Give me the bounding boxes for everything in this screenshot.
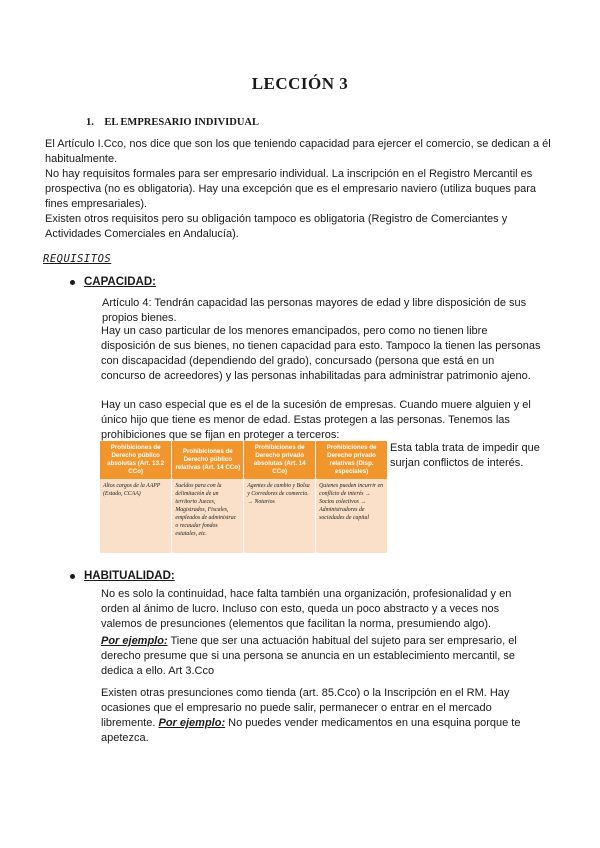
- table-row: [100, 479, 388, 553]
- habitualidad-paragraph-2: [101, 634, 541, 679]
- table-cell: Altos cargos de la AAPP (Estado, CCAA): [100, 479, 172, 553]
- habitualidad-paragraph-1: No es solo la continuidad, hace falta también una organización, profesionalidad y en orden al ánimo de lucro. Incluso con esto, queda un poco abstracto y a veces nos valemos de presunciones (elementos que facilitan la norma, presumiendo algo).: [101, 588, 512, 630]
- requisitos-heading: REQUISITOS: [43, 253, 112, 265]
- page-title: LECCIÓN 3: [251, 74, 349, 93]
- example-text: No puedes vender medicamentos en una esquina porque te apetezca.: [101, 717, 521, 744]
- example-label: Por ejemplo:: [101, 635, 168, 647]
- intro-paragraph-2: No hay requisitos formales para ser empresario individual. La inscripción en el Registro Mercantil es prospectiva (no es obligatoria). Hay una excepción que es el empresario naviero (utiliza buques para fines empresariales).: [45, 168, 536, 210]
- habitualidad-heading: HABITUALIDAD:: [84, 570, 175, 582]
- intro-paragraph-3: Existen otros requisitos pero su obligación tampoco es obligatoria (Registro de Comerciantes y Actividades Comerciales en Andalucía).: [45, 213, 508, 240]
- table-header: Prohibiciones de Derecho público absolutas (Art. 13.2 CCo): [100, 441, 172, 479]
- table-cell: Sueldos para con la delimitación de un territorio Jueces, Magistrados, Fiscales, empleados de administrac o recaudar fondos estatales, etc.: [172, 479, 244, 553]
- prohibitions-table: [100, 441, 388, 553]
- table-header: Prohibiciones de Derecho privado relativas (Disp. especiales): [316, 441, 388, 479]
- table-header: Prohibiciones de Derecho privado absolutas (Art. 14 CCo): [244, 441, 316, 479]
- example-text: Tiene que ser una actuación habitual del sujeto para ser empresario, el derecho presume que si una persona se anuncia en un establecimiento mercantil, se dedica a ello. Art 3.Cco: [101, 635, 517, 677]
- capacidad-paragraph-2: Hay un caso particular de los menores emancipados, pero como no tienen libre disposición de sus bienes, no tienen capacidad para esto. Tampoco la tienen las personas con discapacidad (dependiendo del grado), concursado (persona que está en un concurso de acreedores) y las personas inhabilitadas para administrar patrimonio ajeno.: [101, 325, 541, 382]
- capacidad-heading: CAPACIDAD:: [84, 276, 156, 288]
- intro-paragraph-1: El Artículo I.Cco, nos dice que son los que teniendo capacidad para ejercer el comercio, se dedican a él habitualmente.: [45, 138, 551, 165]
- habitualidad-paragraph-3: [101, 686, 541, 746]
- intro-text: [45, 137, 555, 242]
- table-cell: Agentes de cambio y Bolsa y Corredores de comercio. → Notarios: [244, 479, 316, 553]
- example-label: Por ejemplo:: [158, 717, 226, 729]
- table-header-row: [100, 441, 388, 479]
- presunciones-text: Existen otras presunciones como tienda (art. 85.Cco) o la Inscripción en el RM. Hay ocasiones que el empresario no puede salir, permanecer o entrar en el mercado libremente.: [101, 687, 510, 729]
- capacidad-paragraph-3: Hay un caso especial que es el de la sucesión de empresas. Cuando muere alguien y el único hijo que tiene es menor de edad. Estas protegen a las personas. Tenemos las prohibiciones que se fijan en proteger a terceros:: [101, 399, 531, 441]
- table-note: Esta tabla trata de impedir que surjan conflictos de interés.: [390, 442, 540, 469]
- section-heading: 1. EL EMPRESARIO INDIVIDUAL: [86, 117, 259, 128]
- capacidad-paragraph-1: Artículo 4: Tendrán capacidad las personas mayores de edad y libre disposición de sus propios bienes.: [102, 297, 527, 324]
- table-cell: Quienes pueden incurrir en conflicto de interés → Socios colectivos → Administradores de sociedades de capital: [316, 479, 388, 553]
- table-header: Prohibiciones de Derecho público relativas (Art. 14 CCo): [172, 441, 244, 479]
